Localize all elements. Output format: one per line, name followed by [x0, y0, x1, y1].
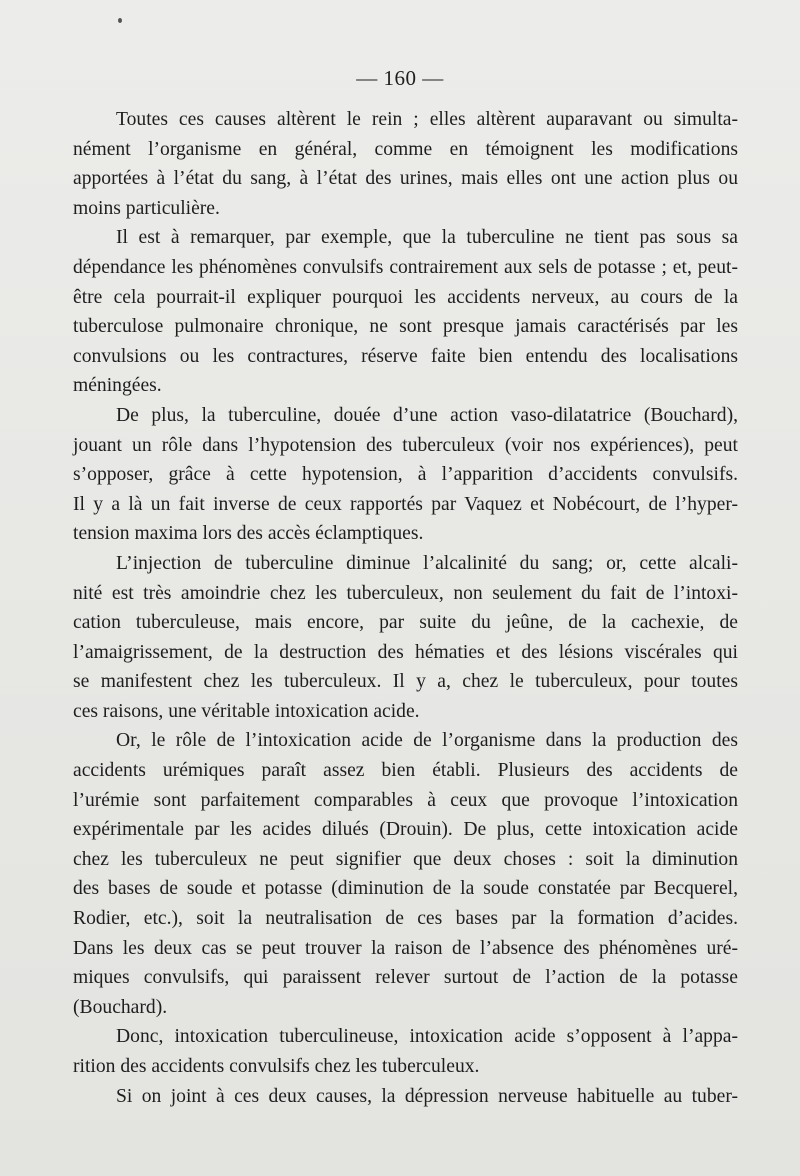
text-line: se manifestent chez les tuberculeux. Il y a, chez le tuberculeux, pour toutes	[73, 671, 738, 693]
text-line: s’opposer, grâce à cette hypotension, à l’apparition d’accidents convulsifs.	[73, 464, 738, 486]
text-line: nité est très amoindrie chez les tuberculeux, non seulement du fait de l’intoxi-	[73, 582, 738, 604]
text-line: tension maxima lors des accès éclamptiques.	[73, 523, 424, 545]
text-line: apportées à l’état du sang, à l’état des urines, mais elles ont une action plus ou	[73, 168, 738, 190]
paragraph	[73, 1022, 738, 1081]
text-line: Si on joint à ces deux causes, la dépression nerveuse habituelle au tuber-	[116, 1085, 738, 1107]
text-line: des bases de soude et potasse (diminution de la soude constatée par Becquerel,	[73, 878, 738, 900]
text-line: convulsions ou les contractures, réserve faite bien entendu des localisations	[73, 345, 738, 367]
text-line: dépendance les phénomènes convulsifs contrairement aux sels de potasse ; et, peut-	[73, 256, 738, 278]
paragraph	[73, 223, 738, 401]
paragraph	[73, 401, 738, 549]
text-line: l’urémie sont parfaitement comparables à ceux que provoque l’intoxication	[73, 789, 738, 811]
paragraph	[73, 726, 738, 1022]
text-line: chez les tuberculeux ne peut signifier que deux choses : soit la diminution	[73, 848, 738, 870]
text-line: méningées.	[73, 375, 162, 397]
text-line: nément l’organisme en général, comme en témoignent les modifications	[73, 138, 738, 160]
text-line: Rodier, etc.), soit la neutralisation de ces bases par la formation d’acides.	[73, 908, 738, 930]
text-line: Or, le rôle de l’intoxication acide de l’organisme dans la production des	[116, 730, 738, 752]
text-line: expérimentale par les acides dilués (Drouin). De plus, cette intoxication acide	[73, 819, 738, 841]
text-line: accidents urémiques paraît assez bien établi. Plusieurs des accidents de	[73, 760, 738, 782]
text-line: De plus, la tuberculine, douée d’une action vaso-dilatatrice (Bouchard),	[116, 404, 738, 426]
text-line: cation tuberculeuse, mais encore, par suite du jeûne, de la cachexie, de	[73, 612, 738, 634]
text-line: jouant un rôle dans l’hypotension des tuberculeux (voir nos expériences), peut	[73, 434, 738, 456]
text-line: tuberculose pulmonaire chronique, ne sont presque jamais caractérisés par les	[73, 316, 738, 338]
text-line: miques convulsifs, qui paraissent relever surtout de l’action de la potasse	[73, 967, 738, 989]
paragraph	[73, 105, 738, 223]
text-line: être cela pourrait-il expliquer pourquoi les accidents nerveux, au cours de la	[73, 286, 738, 308]
body-text	[73, 105, 738, 1111]
text-line: l’amaigrissement, de la destruction des hématies et des lésions viscérales qui	[73, 641, 738, 663]
paragraph	[73, 1082, 738, 1112]
ink-speck	[118, 18, 122, 23]
paragraph	[73, 549, 738, 727]
text-line: Donc, intoxication tuberculineuse, intoxication acide s’opposent à l’appa-	[116, 1026, 738, 1048]
text-line: L’injection de tuberculine diminue l’alcalinité du sang; or, cette alcali-	[116, 552, 738, 574]
text-line: Toutes ces causes altèrent le rein ; elles altèrent auparavant ou simulta-	[116, 109, 738, 130]
text-line: Il est à remarquer, par exemple, que la tuberculine ne tient pas sous sa	[116, 227, 738, 249]
text-line: ces raisons, une véritable intoxication acide.	[73, 700, 420, 722]
text-line: moins particulière.	[73, 197, 220, 219]
text-line: Il y a là un fait inverse de ceux rapportés par Vaquez et Nobécourt, de l’hyper-	[73, 493, 738, 515]
text-line: rition des accidents convulsifs chez les tuberculeux.	[73, 1056, 480, 1077]
text-line: Dans les deux cas se peut trouver la raison de l’absence des phénomènes uré-	[73, 937, 738, 959]
text-line: (Bouchard).	[73, 996, 168, 1018]
page-number: — 160 —	[356, 66, 444, 90]
